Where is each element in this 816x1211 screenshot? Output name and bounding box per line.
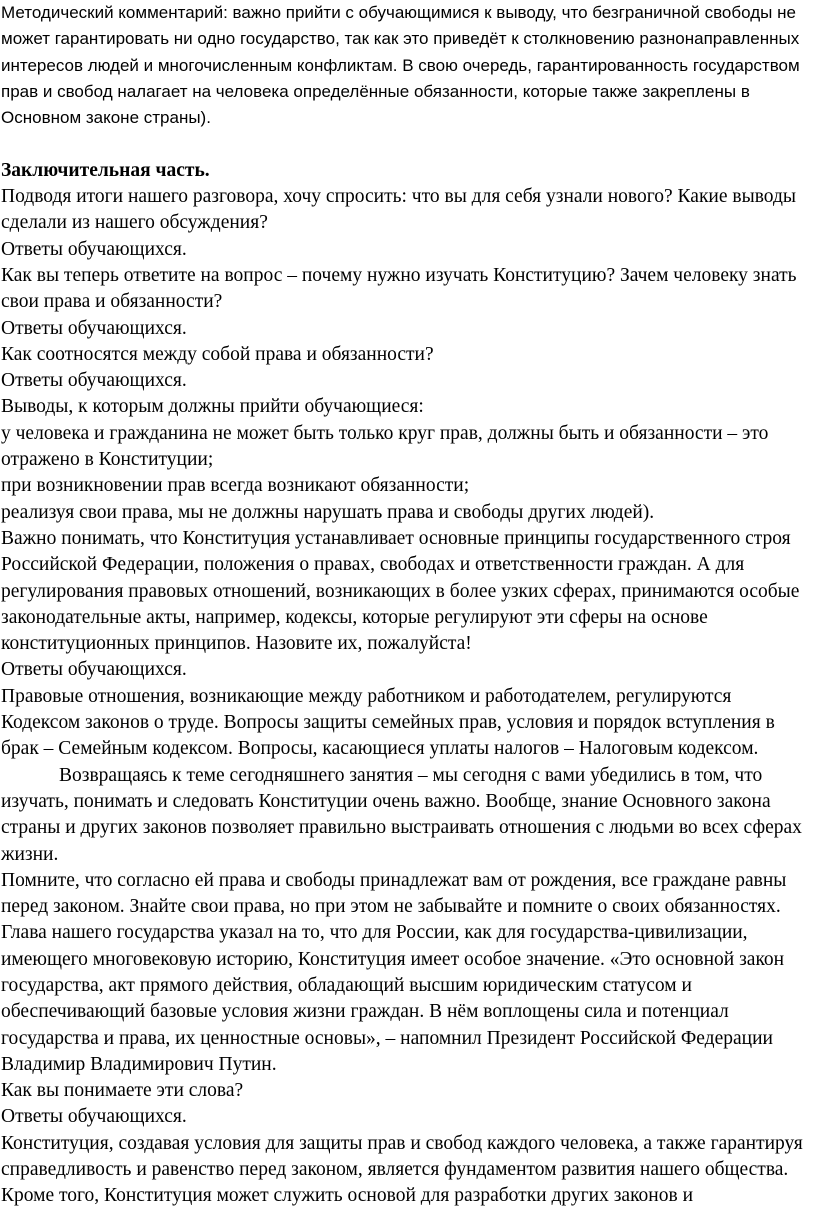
paragraph-student-answers: Ответы обучающихся. (1, 1106, 187, 1128)
paragraph-rights-duties-question: Как соотносятся между собой права и обязанности? (1, 343, 434, 365)
paragraph-student-answers: Ответы обучающихся. (1, 659, 187, 681)
paragraph-president-quote: Глава нашего государства указал на то, что для России, как для государства-цивилизации, имеющего многовековую историю, Конституция имеет особое значение. «Это основной закон государства, акт прямого действия, обладающий высшим юридическим статусом и обеспечивающий базовые условия жизни граждан. В нём воплощены сила и потенциал государства и права, их ценностные основы», – напомнил Президент Российской Федерации Владимир Владимирович Путин. (1, 922, 785, 1075)
final-part-heading: Заключительная часть. (1, 159, 210, 181)
paragraph-conclusions-intro: Выводы, к которым должны прийти обучающиеся: (1, 396, 424, 418)
paragraph-student-answers: Ответы обучающихся. (1, 370, 187, 392)
paragraph-constitution-question: Как вы теперь ответите на вопрос – почему нужно изучать Конституцию? Зачем человеку знать свои права и обязанности? (1, 264, 797, 313)
conclusion-item: реализуя свои права, мы не должны нарушать права и свободы других людей). (1, 501, 655, 523)
paragraph-rights-from-birth: Помните, что согласно ей права и свободы принадлежат вам от рождения, все граждане равны перед законом. Знайте свои права, но при этом не забывайте и помните о своих обязанностях. (1, 869, 787, 918)
paragraph-constitution-foundation: Конституция, создавая условия для защиты прав и свобод каждого человека, а также гарантируя справедливость и равенство перед законом, является фундаментом развития нашего общества. Кроме того, Конституция может служить основой для разработки других законов и (1, 1132, 803, 1207)
paragraph-summary-question: Подводя итоги нашего разговора, хочу спросить: что вы для себя узнали нового? Какие выводы сделали из нашего обсуждения? (1, 186, 796, 234)
paragraph-returning-to-topic: Возвращаясь к теме сегодняшнего занятия – мы сегодня с вами убедились в том, что изучать, понимать и следовать Конституции очень важно. Вообще, знание Основного закона страны и других законов позволяет правильно выстраивать отношения с людьми во всех сферах жизни. (1, 764, 802, 865)
paragraph-student-answers: Ответы обучающихся. (1, 317, 187, 339)
conclusion-item: у человека и гражданина не может быть только круг прав, должны быть и обязанности – это отражено в Конституции; (1, 422, 769, 471)
paragraph-constitution-principles: Важно понимать, что Конституция устанавливает основные принципы государственного строя Российской Федерации, положения о правах, свободах и ответственности граждан. А для регулирования правовых отношений, возникающих в более узких сферах, принимаются особые законодательные акты, например, кодексы, которые регулируют эти сферы на основе конституционных принципов. Назовите их, пожалуйста! (1, 527, 800, 655)
conclusion-item: при возникновении прав всегда возникают обязанности; (1, 475, 470, 497)
method-comment: Методический комментарий: важно прийти с обучающимися к выводу, что безграничной свободы не может гарантировать ни одно государство, так как это приведёт к столкновению разнонаправленных интересов людей и многочисленным конфликтам. В свою очередь, гарантированность государством прав и свобод налагает на человека определённые обязанности, которые также закреплены в Основном законе страны). (1, 3, 800, 128)
paragraph-understanding-question: Как вы понимаете эти слова? (1, 1080, 244, 1102)
paragraph-legal-codes: Правовые отношения, возникающие между работником и работодателем, регулируются Кодексом законов о труде. Вопросы защиты семейных прав, условия и порядок вступления в брак – Семейным кодексом. Вопросы, касающиеся уплаты налогов – Налоговым кодексом. (1, 685, 775, 760)
blank-line (1, 131, 813, 157)
paragraph-student-answers: Ответы обучающихся. (1, 238, 187, 260)
